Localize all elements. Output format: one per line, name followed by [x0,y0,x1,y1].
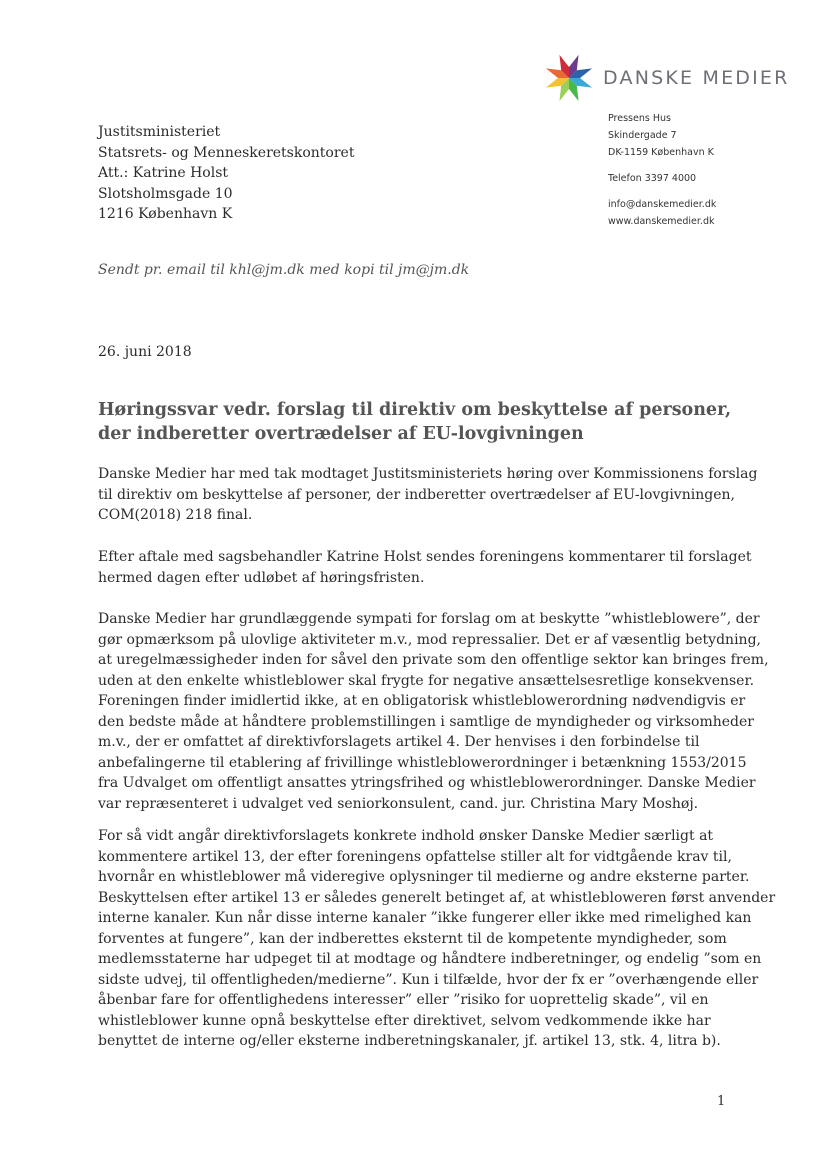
body-paragraph-4 [98,826,776,1052]
contact-web: www.danskemedier.dk [608,216,715,227]
paragraph-line: kommentere artikel 13, der efter foreningens opfattelse stiller alt for vidtgående krav til, [98,848,732,865]
page-number: 1 [717,1094,726,1109]
sent-note: Sendt pr. email til khl@jm.dk med kopi til jm@jm.dk [98,262,470,278]
contact-phone: Telefon 3397 4000 [608,173,697,184]
recipient-line: Justitsministeriet [98,124,221,140]
paragraph-line: gør opmærksom på ulovlige aktiviteter m.v., mod repressalier. Det er af væsentlig betydning, [98,631,761,648]
letter-date: 26. juni 2018 [98,344,192,360]
paragraph-line: fra Udvalget om offentligt ansattes ytringsfrihed og whistleblowerordninger. Danske Medier [98,775,756,791]
paragraph-line: Danske Medier har grundlæggende sympati for forslag om at beskytte ”whistleblowere”, der [98,611,760,627]
paragraph-line: Beskyttelsen efter artikel 13 er således generelt betinget af, at whistlebloweren først anvender [98,889,776,906]
paragraph-line: åbenbar fare for offentlighedens interesser” eller ”risiko for uoprettelig skade”, vil en [98,992,709,1008]
paragraph-line: den bedste måde at håndtere problemstillingen i samtlige de myndigheder og virksomheder [98,713,754,730]
paragraph-line: anbefalingerne til etablering af frivillinge whistleblowerordninger i betænkning 1553/2015 [98,754,747,771]
paragraph-line: benyttet de interne og/eller eksterne indberetningskanaler, jf. artikel 13, stk. 4, litra b). [98,1033,721,1049]
recipient-line: Slotsholmsgade 10 [98,185,233,202]
paragraph-line: m.v., der er omfattet af direktivforslagets artikel 4. Der henvises i den forbindelse til [98,734,700,750]
paragraph-line: COM(2018) 218 final. [98,507,253,523]
danske-medier-logo-icon [543,52,595,104]
recipient-line: Statsrets- og Menneskeretskontoret [98,144,355,161]
title-line: der indberetter overtrædelser af EU-lovgivningen [98,424,584,444]
paragraph-line: uden at den enkelte whistleblower skal frygte for negative ansættelsesretlige konsekvenser. [98,672,755,689]
paragraph-line: whistleblower kunne opnå beskyttelse efter direktivet, selvom vedkommende ikke har [98,1012,711,1029]
paragraph-line: For så vidt angår direktivforslagets konkrete indhold ønsker Danske Medier særligt at [98,828,714,844]
body-paragraph-3 [98,609,769,814]
paragraph-line: hvornår en whistleblower må videregive oplysninger til medierne og andre eksterne parter. [98,869,750,885]
contact-block [608,110,716,230]
recipient-line: 1216 København K [98,206,233,222]
paragraph-line: Efter aftale med sagsbehandler Katrine Holst sendes foreningens kommentarer til forslaget [98,549,752,565]
contact-city: DK-1159 København K [608,147,714,158]
paragraph-line: at uregelmæssigheder inden for såvel den private som den offentlige sektor kan bringes frem, [98,652,769,668]
paragraph-line: medlemsstaterne har udpeget til at modtage og håndtere indberetninger, og endelig ”som en [98,951,762,967]
recipient-line: Att.: Katrine Holst [98,165,229,181]
paragraph-line: Foreningen finder imidlertid ikke, at en obligatorisk whistleblowerordning nødvendigvis er [98,693,746,709]
body-paragraph-2 [98,547,752,588]
letter-title [98,398,738,446]
letterhead-logo [543,52,790,104]
title-line: Høringssvar vedr. forslag til direktiv om beskyttelse af personer, [98,400,732,420]
contact-street: Skindergade 7 [608,130,677,141]
paragraph-line: Danske Medier har med tak modtaget Justitsministeriets høring over Kommissionens forslag [98,466,758,482]
recipient-address [98,122,354,225]
paragraph-line: sidste udvej, til offentligheden/medierne”. Kun i tilfælde, hvor der fx er ”overhængende eller [98,971,759,988]
paragraph-line: forventes at fungere”, kan der indberettes eksternt til de kompetente myndigheder, som [98,930,727,947]
paragraph-line: var repræsenteret i udvalget ved seniorkonsulent, cand. jur. Christina Mary Moshøj. [98,795,699,812]
paragraph-line: hermed dagen efter udløbet af høringsfristen. [98,569,425,586]
brand-name: DANSKE MEDIER [603,67,790,89]
paragraph-line: interne kanaler. Kun når disse interne kanaler ”ikke fungerer eller ikke med rimelighed kan [98,910,752,926]
contact-building: Pressens Hus [608,113,671,124]
paragraph-line: til direktiv om beskyttelse af personer, der indberetter overtrædelser af EU-lovgivningen, [98,486,735,503]
contact-email: info@danskemedier.dk [608,199,717,210]
body-paragraph-1 [98,464,758,526]
